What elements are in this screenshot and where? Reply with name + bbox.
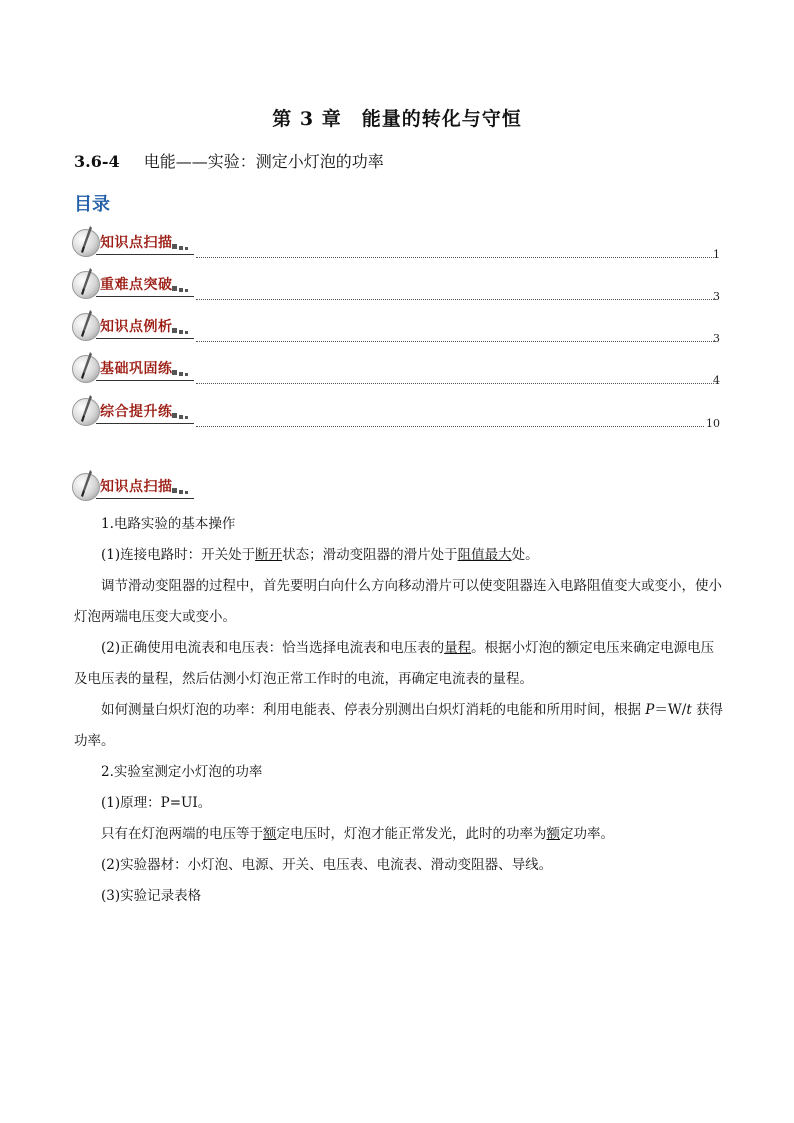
badge-label: 知识点扫描 [100, 235, 173, 251]
chapter-title: 第 3 章 能量的转化与守恒 [272, 108, 522, 130]
badge-label: 基础巩固练 [100, 361, 173, 377]
toc-page-number: 10 [706, 417, 720, 430]
section-name: 电能——实验：测定小灯泡的功率 [143, 152, 384, 171]
paragraph-adjust-rheostat: 调节滑动变阻器的过程中，首先要明白向什么方向移动滑片可以使变阻器连入电路阻值变大或变小，使小灯泡两端电压变大或变小。 [74, 578, 722, 625]
brush-icon [78, 394, 94, 424]
brush-icon [78, 267, 94, 297]
badge-squares-icon [172, 282, 194, 294]
paragraph-incandescent: 如何测量白炽灯泡的功率：利用电能表、停表分别测出白炽灯消耗的电能和所用时间，根据 P＝W/t 获得功率。 [74, 702, 724, 749]
heading-basic-operations: 1.电路实验的基本操作 [101, 516, 236, 532]
paragraph-rated-voltage: 只有在灯泡两端的电压等于额定电压时，灯泡才能正常发光，此时的功率为额定功率。 [101, 826, 614, 842]
badge-squares-icon [172, 366, 194, 378]
badge-label: 重难点突破 [100, 277, 173, 293]
toc-item-3[interactable] [72, 312, 196, 342]
badge-underline [96, 254, 194, 255]
toc-page-number: 3 [713, 332, 720, 345]
toc-page-number: 1 [713, 248, 720, 261]
badge-label: 知识点扫描 [100, 479, 173, 495]
toc-heading: 目录 [74, 194, 110, 215]
badge-squares-icon [172, 240, 194, 252]
section-badge-knowledge-scan[interactable] [72, 472, 196, 502]
paragraph-equipment: (2)实验器材：小灯泡、电源、开关、电压表、电流表、滑动变阻器、导线。 [101, 857, 553, 873]
section-number: 3.6-4 [74, 152, 120, 171]
toc-page-number: 3 [713, 290, 720, 303]
toc-leader [196, 426, 704, 427]
section-title [74, 149, 384, 172]
badge-underline [96, 338, 194, 339]
badge-squares-icon [172, 484, 194, 496]
toc-item-4[interactable] [72, 354, 196, 384]
badge-squares-icon [172, 324, 194, 336]
toc-item-2[interactable] [72, 270, 196, 300]
paragraph-meters: (2)正确使用电流表和电压表：恰当选择电流表和电压表的量程。根据小灯泡的额定电压来确定电源电压及电压表的量程，然后估测小灯泡正常工作时的电流，再确定电流表的量程。 [74, 640, 715, 687]
body-content [74, 509, 724, 912]
badge-underline [96, 296, 194, 297]
brush-icon [78, 469, 94, 499]
paragraph-connect-circuit: (1)连接电路时：开关处于断开状态；滑动变阻器的滑片处于阻值最大处。 [101, 547, 539, 563]
brush-icon [78, 351, 94, 381]
toc-leader [196, 383, 714, 384]
heading-lab-measurement: 2.实验室测定小灯泡的功率 [101, 764, 263, 780]
paragraph-principle: (1)原理：P=UI。 [101, 795, 212, 811]
badge-underline [96, 423, 194, 424]
toc-leader [196, 341, 714, 342]
badge-label: 综合提升练 [100, 404, 173, 420]
paragraph-record-table: (3)实验记录表格 [101, 888, 202, 904]
toc-item-1[interactable] [72, 228, 196, 258]
toc-item-5[interactable] [72, 397, 196, 427]
toc-leader [196, 299, 714, 300]
badge-underline [96, 498, 194, 499]
badge-squares-icon [172, 409, 194, 421]
brush-icon [78, 225, 94, 255]
badge-underline [96, 380, 194, 381]
brush-icon [78, 309, 94, 339]
toc-leader [196, 257, 714, 258]
badge-label: 知识点例析 [100, 319, 173, 335]
toc-page-number: 4 [713, 374, 720, 387]
